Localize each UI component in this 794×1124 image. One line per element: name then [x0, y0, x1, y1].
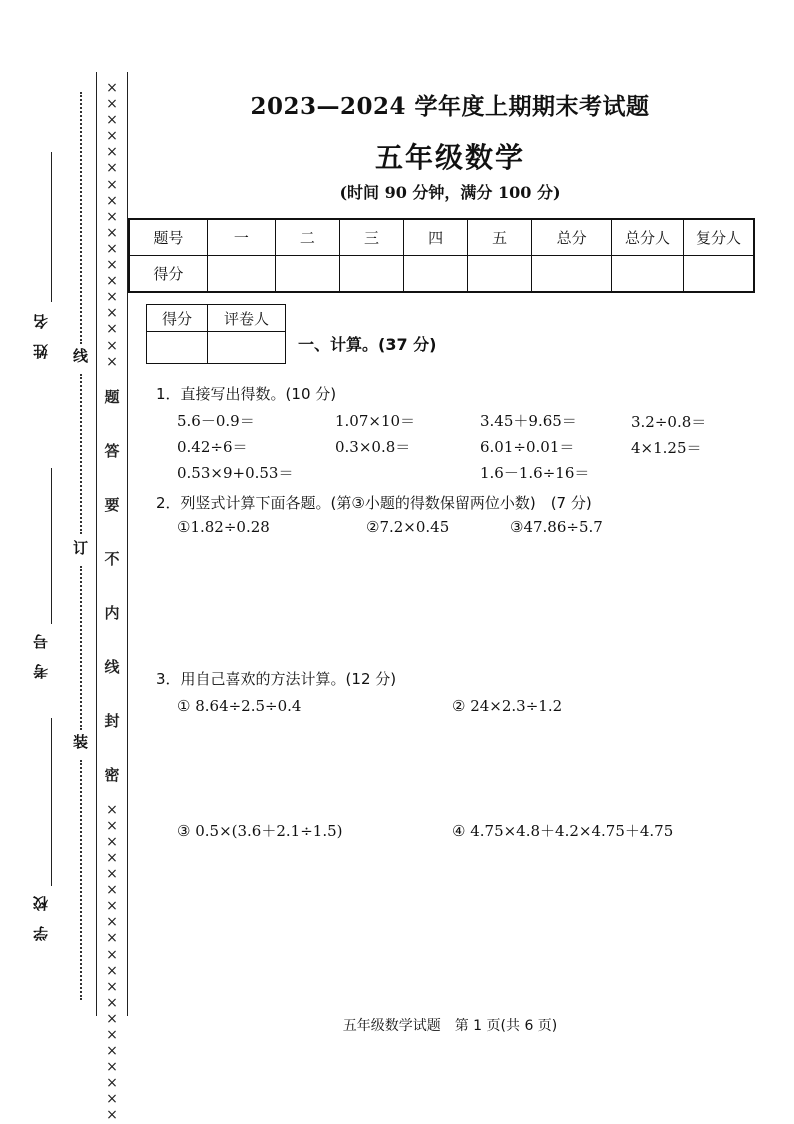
method-calc-item: ④ 4.75×4.8＋4.2×4.75＋4.75: [452, 822, 674, 840]
score-cell[interactable]: [207, 256, 275, 293]
method-calc-item: ① 8.64÷2.5÷0.4: [177, 697, 302, 715]
calc-item: 5.6－0.9＝: [177, 412, 255, 430]
seal-label-ding: 订: [71, 540, 89, 555]
warning-char: 题: [104, 387, 120, 406]
number-write-line[interactable]: [51, 468, 52, 624]
question-1-title: 1．直接写出得数。(10 分): [156, 385, 337, 403]
vertical-calc-item: ③47.86÷5.7: [510, 518, 603, 536]
calc-item: 0.53×9+0.53＝: [177, 464, 294, 482]
col-header: 总分: [532, 219, 612, 256]
page-footer: 五年级数学试题 第 1 页(共 6 页): [342, 1018, 558, 1034]
col-header: 复分人: [683, 219, 754, 256]
margin-border-right: [127, 72, 128, 1016]
exam-title: 2023—2024 学年度上期期末考试题: [250, 93, 650, 120]
col-header: 一: [207, 219, 275, 256]
seal-dotted-line: [80, 760, 82, 1000]
score-cell[interactable]: [404, 256, 468, 293]
seal-dotted-line: [80, 566, 82, 730]
score-cell[interactable]: [683, 256, 754, 293]
vertical-calc-item: ①1.82÷0.28: [177, 518, 270, 536]
grader-header-reviewer: 评卷人: [208, 305, 286, 332]
warning-char: 密: [104, 765, 120, 784]
calc-item: 1.07×10＝: [335, 412, 416, 430]
method-calc-item: ③ 0.5×(3.6＋2.1÷1.5): [177, 822, 343, 840]
warning-char: 答: [104, 441, 120, 460]
score-cell[interactable]: [468, 256, 532, 293]
col-header: 五: [468, 219, 532, 256]
school-write-line[interactable]: [51, 718, 52, 886]
col-header: 总分人: [612, 219, 684, 256]
name-label: 姓 名: [32, 314, 50, 359]
subject-title: 五年级数学: [374, 141, 525, 174]
score-cell[interactable]: [275, 256, 339, 293]
score-cell[interactable]: [612, 256, 684, 293]
grader-reviewer-cell[interactable]: [208, 332, 286, 364]
number-label: 考 号: [32, 634, 50, 679]
seal-dotted-line: [80, 92, 82, 344]
seal-dotted-line: [80, 374, 82, 534]
row-header-score: 得分: [129, 256, 207, 293]
score-cell[interactable]: [339, 256, 403, 293]
warning-char: 内: [104, 603, 120, 622]
warning-char: 要: [104, 495, 120, 514]
col-header: 三: [339, 219, 403, 256]
warning-char: 线: [104, 657, 120, 676]
grader-header-score: 得分: [147, 305, 208, 332]
calc-item: 0.3×0.8＝: [335, 438, 411, 456]
score-cell[interactable]: [532, 256, 612, 293]
calc-item: 1.6－1.6÷16＝: [480, 464, 590, 482]
question-3-title: 3．用自己喜欢的方法计算。(12 分): [156, 670, 397, 688]
calc-item: 6.01÷0.01＝: [480, 438, 575, 456]
row-header-number: 题号: [129, 219, 207, 256]
calc-item: 0.42÷6＝: [177, 438, 248, 456]
col-header: 四: [404, 219, 468, 256]
calc-item: 4×1.25＝: [631, 439, 702, 457]
exam-info: (时间 90 分钟，满分 100 分): [339, 183, 561, 202]
warning-char: 不: [104, 549, 120, 568]
no-answer-zone: × × × × × × × × × × × × × × × × × × 题 答 要 不 内 线 封 密 × × × × × × × × × × × × × × × × × × × ×: [104, 80, 120, 1124]
margin-border-left: [96, 72, 97, 1016]
grader-table: [146, 304, 286, 364]
warning-char: 封: [104, 711, 120, 730]
name-write-line[interactable]: [51, 152, 52, 302]
calc-item: 3.2÷0.8＝: [631, 413, 707, 431]
score-table: [128, 218, 755, 293]
seal-label-xian: 线: [71, 348, 89, 363]
school-label: 学 校: [32, 896, 50, 941]
grader-score-cell[interactable]: [147, 332, 208, 364]
vertical-calc-item: ②7.2×0.45: [366, 518, 450, 536]
col-header: 二: [275, 219, 339, 256]
seal-label-zhuang: 装: [71, 734, 89, 749]
question-2-title: 2．列竖式计算下面各题。(第③小题的得数保留两位小数) (7 分): [156, 494, 592, 512]
method-calc-item: ② 24×2.3÷1.2: [452, 697, 563, 715]
section-title: 一、计算。(37 分): [298, 335, 437, 354]
calc-item: 3.45＋9.65＝: [480, 412, 577, 430]
